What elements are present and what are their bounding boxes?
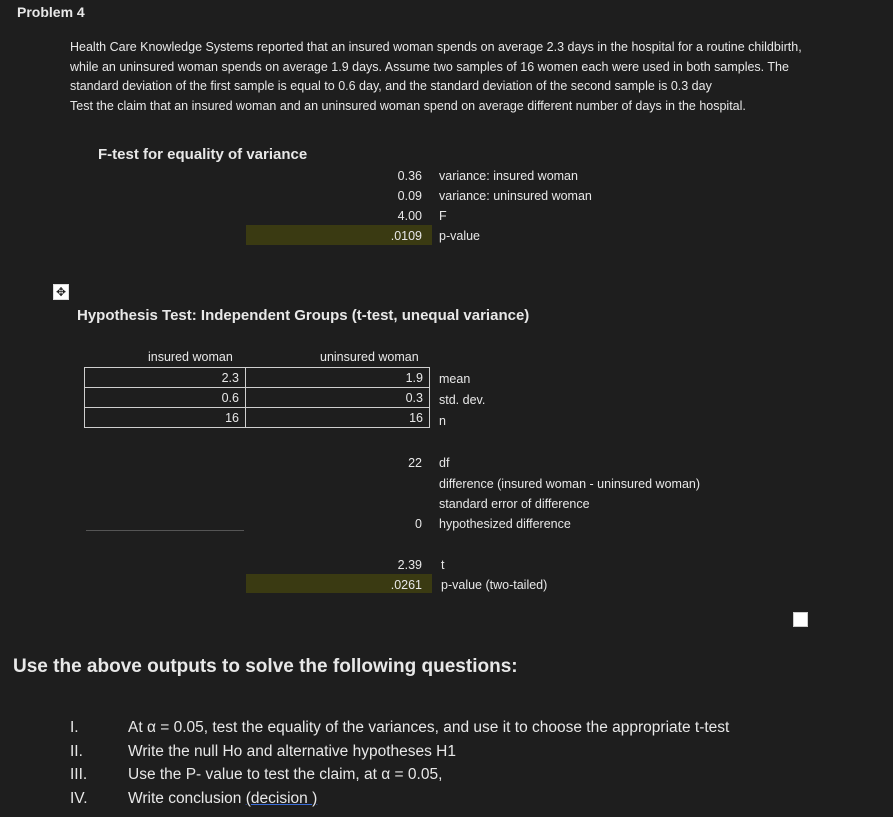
table-row (85, 408, 430, 428)
cell-uninsured-sd: 0.3 (246, 388, 430, 408)
ftest-label-3: F (439, 209, 447, 223)
cell-insured-sd: 0.6 (85, 388, 246, 408)
item-text (128, 787, 317, 811)
item-text: At α = 0.05, test the equality of the variances, and use it to choose the appropriate t-test (128, 719, 730, 736)
problem-line-3: standard deviation of the first sample is equal to 0.6 day, and the standard deviation of the second sample is 0.3 day (70, 79, 712, 93)
problem-line-2: while an uninsured woman spends on average 1.9 days. Assume two samples of 16 women each were used in both samples. The (70, 59, 789, 74)
t-value: 2.39 (397, 558, 422, 572)
item-number: III. (70, 766, 88, 783)
checkbox-icon[interactable] (793, 612, 808, 627)
questions-heading: Use the above outputs to solve the following questions: (13, 656, 518, 677)
cell-uninsured-n: 16 (246, 408, 430, 428)
ttest-p-label: p-value (two-tailed) (441, 578, 548, 592)
item-text: Write the null Ho and alternative hypotheses H1 (128, 742, 456, 760)
list-item (70, 787, 729, 811)
t-label: t (441, 558, 445, 572)
list-item (70, 763, 729, 787)
decision-link[interactable]: (decision ) (245, 789, 318, 807)
questions-list (70, 716, 729, 810)
cell-uninsured-mean: 1.9 (246, 368, 430, 388)
difference-label: difference (insured woman - uninsured woman) (439, 477, 701, 491)
list-item (70, 716, 729, 740)
ftest-label-1: variance: insured woman (439, 169, 578, 183)
std-error-label: standard error of difference (439, 497, 590, 511)
item-text-before: Write conclusion (128, 789, 246, 807)
table-row (85, 388, 430, 408)
ftest-label-2: variance: uninsured woman (439, 189, 592, 203)
df-label: df (439, 456, 450, 470)
table-row (85, 368, 430, 388)
ftest-value-2: 0.09 (397, 189, 422, 203)
row-label-mean: mean (439, 372, 471, 386)
row-label-sd: std. dev. (439, 393, 486, 407)
data-table (84, 367, 430, 428)
df-value: 22 (408, 456, 422, 470)
col-header-insured: insured woman (148, 350, 233, 364)
ftest-value-1: 0.36 (397, 169, 422, 183)
problem-line-4: Test the claim that an insured woman and an uninsured woman spend on average different number of days in the hospital. (70, 98, 746, 113)
cell-insured-mean: 2.3 (85, 368, 246, 388)
problem-statement (70, 38, 860, 116)
hyp-diff-value: 0 (415, 517, 422, 531)
list-item (70, 740, 729, 764)
move-handle-icon[interactable]: ✥ (53, 284, 69, 300)
ttest-p-value: .0261 (390, 578, 422, 592)
item-number: IV. (70, 789, 88, 807)
hyp-diff-label: hypothesized difference (439, 517, 571, 531)
item-number: II. (70, 742, 83, 760)
problem-line-1: Health Care Knowledge Systems reported that an insured woman spends on average 2.3 days in the hospital for a routine childbirth, (70, 40, 802, 54)
col-header-uninsured: uninsured woman (320, 350, 419, 364)
ttest-heading: Hypothesis Test: Independent Groups (t-test, unequal variance) (77, 307, 530, 324)
problem-title: Problem 4 (17, 4, 85, 20)
cell-insured-n: 16 (85, 408, 246, 428)
ftest-heading: F-test for equality of variance (98, 146, 308, 163)
item-number: I. (70, 719, 79, 736)
row-label-n: n (439, 414, 446, 428)
divider (86, 530, 244, 531)
item-text: Use the P- value to test the claim, at α = 0.05, (128, 766, 443, 783)
ftest-value-3: 4.00 (397, 209, 422, 223)
ftest-value-4: .0109 (390, 229, 422, 243)
ftest-label-4: p-value (439, 229, 480, 243)
